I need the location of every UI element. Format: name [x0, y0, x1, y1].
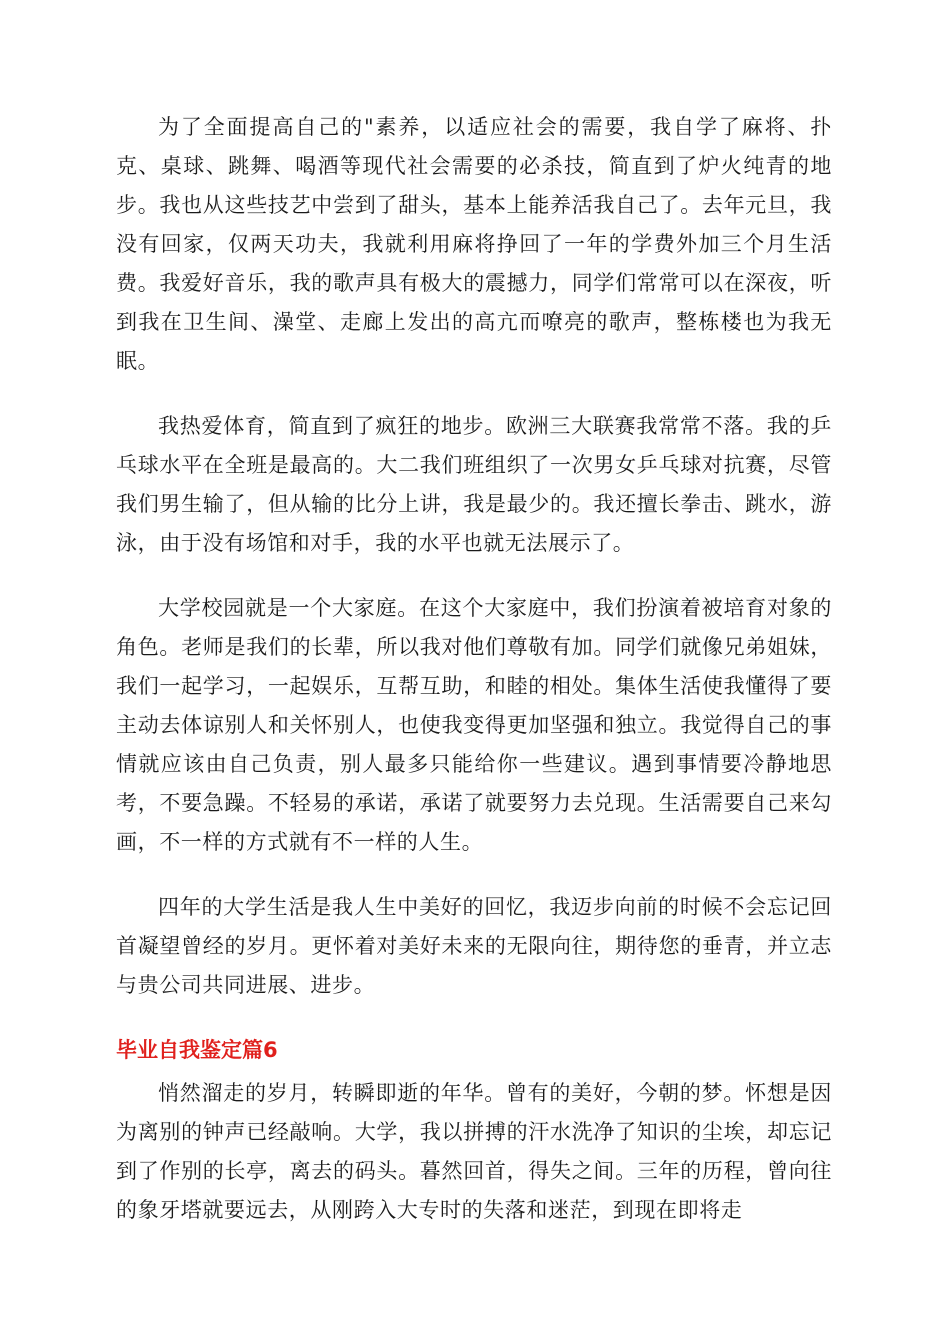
paragraph-campus-family: 大学校园就是一个大家庭。在这个大家庭中，我们扮演着被培育对象的角色。老师是我们的长辈，所以我对他们尊敬有加。同学们就像兄弟姐妹，我们一起学习，一起娱乐，互帮互助，和睦的相处。集体生活使我懂得了要主动去体谅别人和关怀别人，也使我变得更加坚强和独立。我觉得自己的事情就应该由自己负责，别人最多只能给你一些建议。遇到事情要冷静地思考，不要急躁。不轻易的承诺，承诺了就要努力去兑现。生活需要自己来勾画，不一样的方式就有不一样的人生。	[116, 596, 832, 854]
document-page	[116, 108, 832, 1230]
paragraph-self-study: 为了全面提高自己的"素养，以适应社会的需要，我自学了麻将、扑克、桌球、跳舞、喝酒等现代社会需要的必杀技，简直到了炉火纯青的地步。我也从这些技艺中尝到了甜头，基本上能养活我自己了。去年元旦，我没有回家，仅两天功夫，我就利用麻将挣回了一年的学费外加三个月生活费。我爱好音乐，我的歌声具有极大的震撼力，同学们常常可以在深夜，听到我在卫生间、澡堂、走廊上发出的高亢而嘹亮的歌声，整栋楼也为我无眠。	[116, 115, 832, 373]
paragraph-section-6-intro: 悄然溜走的岁月，转瞬即逝的年华。曾有的美好，今朝的梦。怀想是因为离别的钟声已经敲响。大学，我以拼搏的汗水洗净了知识的尘埃，却忘记到了作别的长亭，离去的码头。暮然回首，得失之间。三年的历程，曾向往的象牙塔就要远去，从刚跨入大专时的失落和迷茫，到现在即将走	[116, 1081, 832, 1222]
paragraph-conclusion: 四年的大学生活是我人生中美好的回忆，我迈步向前的时候不会忘记回首凝望曾经的岁月。更怀着对美好未来的无限向往，期待您的垂青，并立志与贵公司共同进展、进步。	[116, 895, 832, 997]
paragraph-sports: 我热爱体育，简直到了疯狂的地步。欧洲三大联赛我常常不落。我的乒乓球水平在全班是最高的。大二我们班组织了一次男女乒乓球对抗赛，尽管我们男生输了，但从输的比分上讲，我是最少的。我还擅长拳击、跳水，游泳，由于没有场馆和对手，我的水平也就无法展示了。	[116, 414, 832, 555]
section-heading: 毕业自我鉴定篇6	[116, 1038, 278, 1062]
